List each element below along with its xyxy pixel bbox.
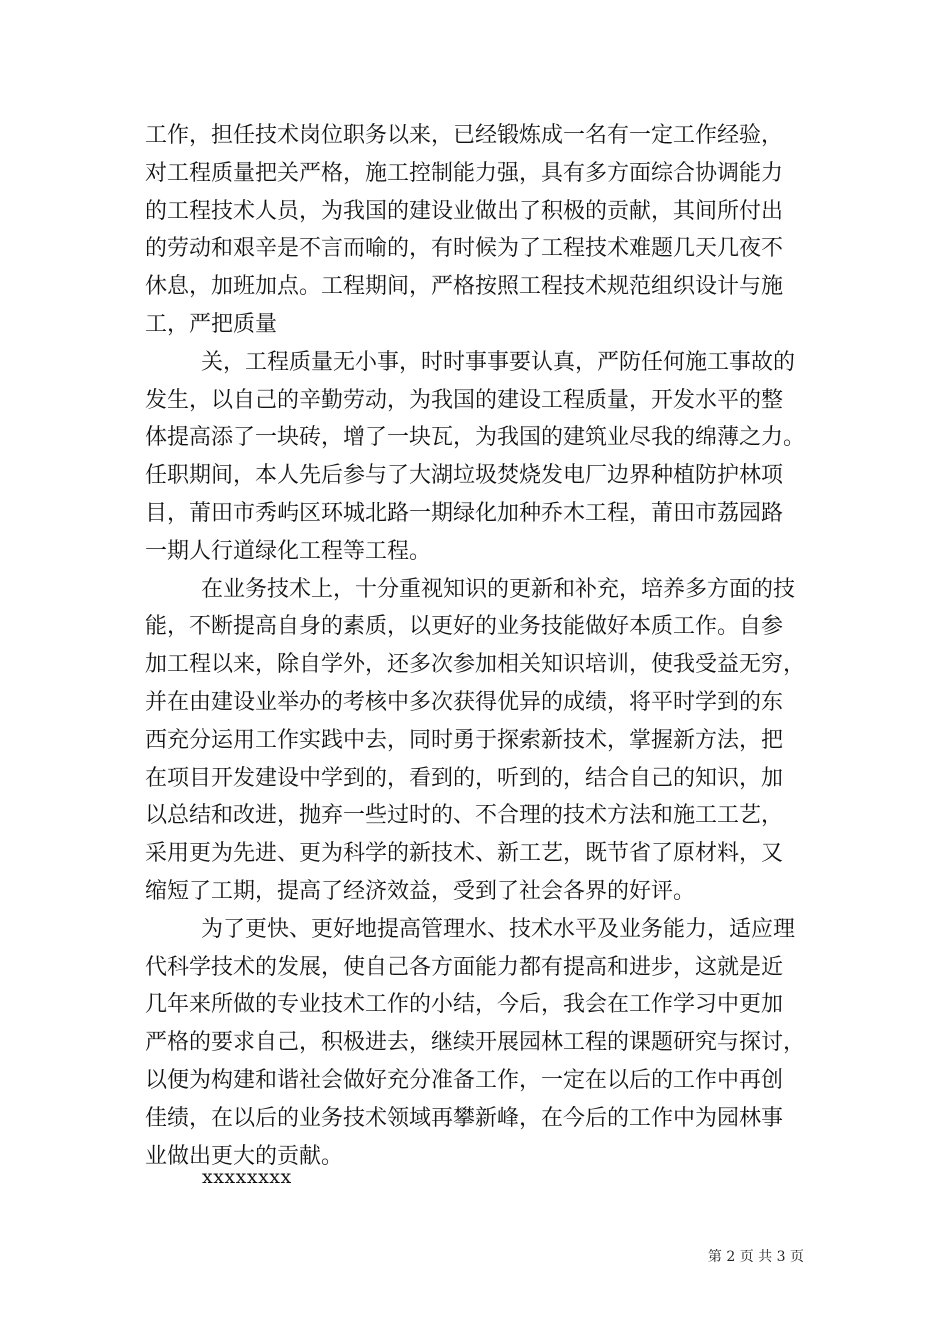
signature: xxxxxxxx	[202, 1166, 292, 1188]
text-line: 代科学技术的发展，使自己各方面能力都有提高和进步，这就是近	[145, 954, 784, 980]
text-line: 以总结和改进，抛弃一些过时的、不合理的技术方法和施工工艺，	[145, 803, 784, 829]
text-line: 西充分运用工作实践中去，同时勇于探索新技术，掌握新方法，把	[145, 727, 784, 753]
text-line: 以便为构建和谐社会做好充分准备工作，一定在以后的工作中再创	[145, 1067, 784, 1093]
document-body	[145, 117, 815, 1175]
text-line: 能，不断提高自身的素质，以更好的业务技能做好本质工作。自参	[145, 614, 784, 640]
paragraph-start-line: 关，工程质量无小事，时时事事要认真，严防任何施工事故的	[201, 349, 796, 375]
text-line: 在项目开发建设中学到的，看到的，听到的，结合自己的知识，加	[145, 765, 784, 791]
text-line: 工，严把质量	[145, 311, 278, 337]
text-line: 一期人行道绿化工程等工程。	[145, 538, 432, 564]
text-line: 严格的要求自己，积极进去，继续开展园林工程的课题研究与探讨，	[145, 1030, 806, 1056]
text-line: 加工程以来，除自学外，还多次参加相关知识培训，使我受益无穷，	[145, 652, 806, 678]
paragraph-start-line: 在业务技术上，十分重视知识的更新和补充，培养多方面的技	[201, 576, 796, 602]
page-number-footer: 第 2 页 共 3 页	[707, 1249, 804, 1265]
text-line: 的工程技术人员，为我国的建设业做出了积极的贡献，其间所付出	[145, 198, 784, 224]
text-line: 对工程质量把关严格，施工控制能力强，具有多方面综合协调能力	[145, 160, 784, 186]
text-line: 体提高添了一块砖，增了一块瓦，为我国的建筑业尽我的绵薄之力。	[145, 425, 806, 451]
text-line: 业做出更大的贡献。	[145, 1143, 344, 1169]
text-line: 的劳动和艰辛是不言而喻的，有时候为了工程技术难题几天几夜不	[145, 236, 784, 262]
text-line: 并在由建设业举办的考核中多次获得优异的成绩，将平时学到的东	[145, 689, 784, 715]
text-line: 缩短了工期，提高了经济效益，受到了社会各界的好评。	[145, 878, 696, 904]
paragraph-start-line: 为了更快、更好地提高管理水、技术水平及业务能力，适应理	[201, 916, 796, 942]
text-line: 佳绩，在以后的业务技术领域再攀新峰，在今后的工作中为园林事	[145, 1105, 784, 1131]
text-line: 任职期间，本人先后参与了大湖垃圾焚烧发电厂边界种植防护林项	[145, 463, 784, 489]
text-line: 采用更为先进、更为科学的新技术、新工艺，既节省了原材料，又	[145, 841, 784, 867]
text-line: 发生，以自己的辛勤劳动，为我国的建设工程质量，开发水平的整	[145, 387, 784, 413]
text-line: 几年来所做的专业技术工作的小结，今后，我会在工作学习中更加	[145, 992, 784, 1018]
text-line: 休息，加班加点。工程期间，严格按照工程技术规范组织设计与施	[145, 274, 784, 300]
text-line: 目，莆田市秀屿区环城北路一期绿化加种乔木工程，莆田市荔园路	[145, 500, 784, 526]
text-line: 工作，担任技术岗位职务以来，已经锻炼成一名有一定工作经验，	[145, 123, 784, 148]
